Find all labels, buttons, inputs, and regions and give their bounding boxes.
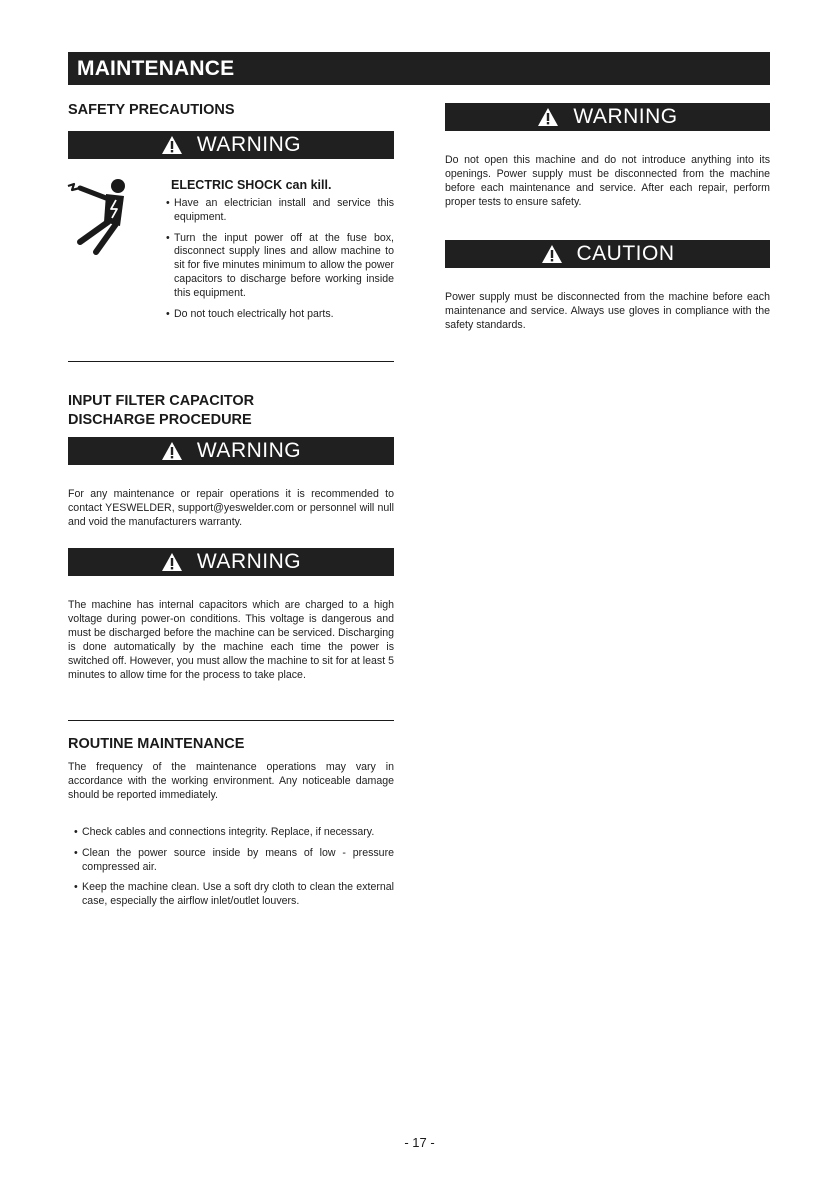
section-divider [68,361,394,362]
list-item: • Turn the input power off at the fuse box, disconnect supply lines and allow machine to sit for five minutes minimum to allow the power capacitors to discharge before working inside this equipment. [166,232,394,301]
safety-warning-banner [68,131,394,159]
warning-triangle-icon [537,107,559,127]
list-item: • Keep the machine clean. Use a soft dry cloth to clean the external case, especially the airflow inlet/outlet louvers. [74,881,394,909]
caution-label: CAUTION [576,242,675,265]
routine-intro-text: The frequency of the maintenance operations may vary in accordance with the working environment. Any noticeable damage should be reported immediately. [68,761,394,801]
routine-maintenance-heading: ROUTINE MAINTENANCE [68,736,245,752]
capacitor-heading-line2: DISCHARGE PROCEDURE [68,412,252,428]
do-not-open-warning-text: Do not open this machine and do not introduce anything into its openings. Power supply must be disconnected from the machine before each maintenance and service. After each repair, perform proper tests to ensure safety. [445,154,770,208]
warning-label: WARNING [196,439,302,462]
capacitor-warning-banner-1 [68,437,394,465]
list-item: • Have an electrician install and service this equipment. [166,197,394,225]
warning-triangle-icon [161,552,183,572]
list-item: • Check cables and connections integrity. Replace, if necessary. [74,826,394,840]
warranty-warning-text: For any maintenance or repair operations it is recommended to contact YESWELDER, support@yeswelder.com or personnel will null and void the manufacturers warranty. [68,488,394,528]
capacitor-discharge-text: The machine has internal capacitors which are charged to a high voltage during power-on conditions. This voltage is dangerous and must be discharged before the machine can be serviced. Discharging is done automatically by the machine each time the power is switched off. However, you must allow the machine to sit for at least 5 minutes to allow time for the process to take place. [68,599,395,681]
page-title: MAINTENANCE [77,57,235,80]
caution-banner [445,240,770,268]
safety-precautions-heading: SAFETY PRECAUTIONS [68,102,235,118]
section-header-bar [68,52,770,85]
section-divider [68,720,394,721]
electric-shock-title: ELECTRIC SHOCK can kill. [171,178,332,192]
warning-triangle-icon [541,244,563,264]
electric-shock-person-icon [66,176,136,258]
warning-label: WARNING [196,133,302,156]
page-number: - 17 - [404,1135,435,1150]
safety-bullet-list [166,197,394,321]
list-item: • Clean the power source inside by means of low - pressure compressed air. [74,847,394,875]
right-warning-banner [445,103,770,131]
warning-label: WARNING [196,550,302,573]
capacitor-heading-line1: INPUT FILTER CAPACITOR [68,393,255,409]
routine-bullet-list [74,826,394,909]
warning-triangle-icon [161,441,183,461]
warning-label: WARNING [573,105,678,128]
list-item: • Do not touch electrically hot parts. [166,308,394,322]
warning-triangle-icon [161,135,183,155]
capacitor-warning-banner-2 [68,548,394,576]
caution-text: Power supply must be disconnected from the machine before each maintenance and service. Always use gloves in compliance with the safety standards. [445,291,770,331]
